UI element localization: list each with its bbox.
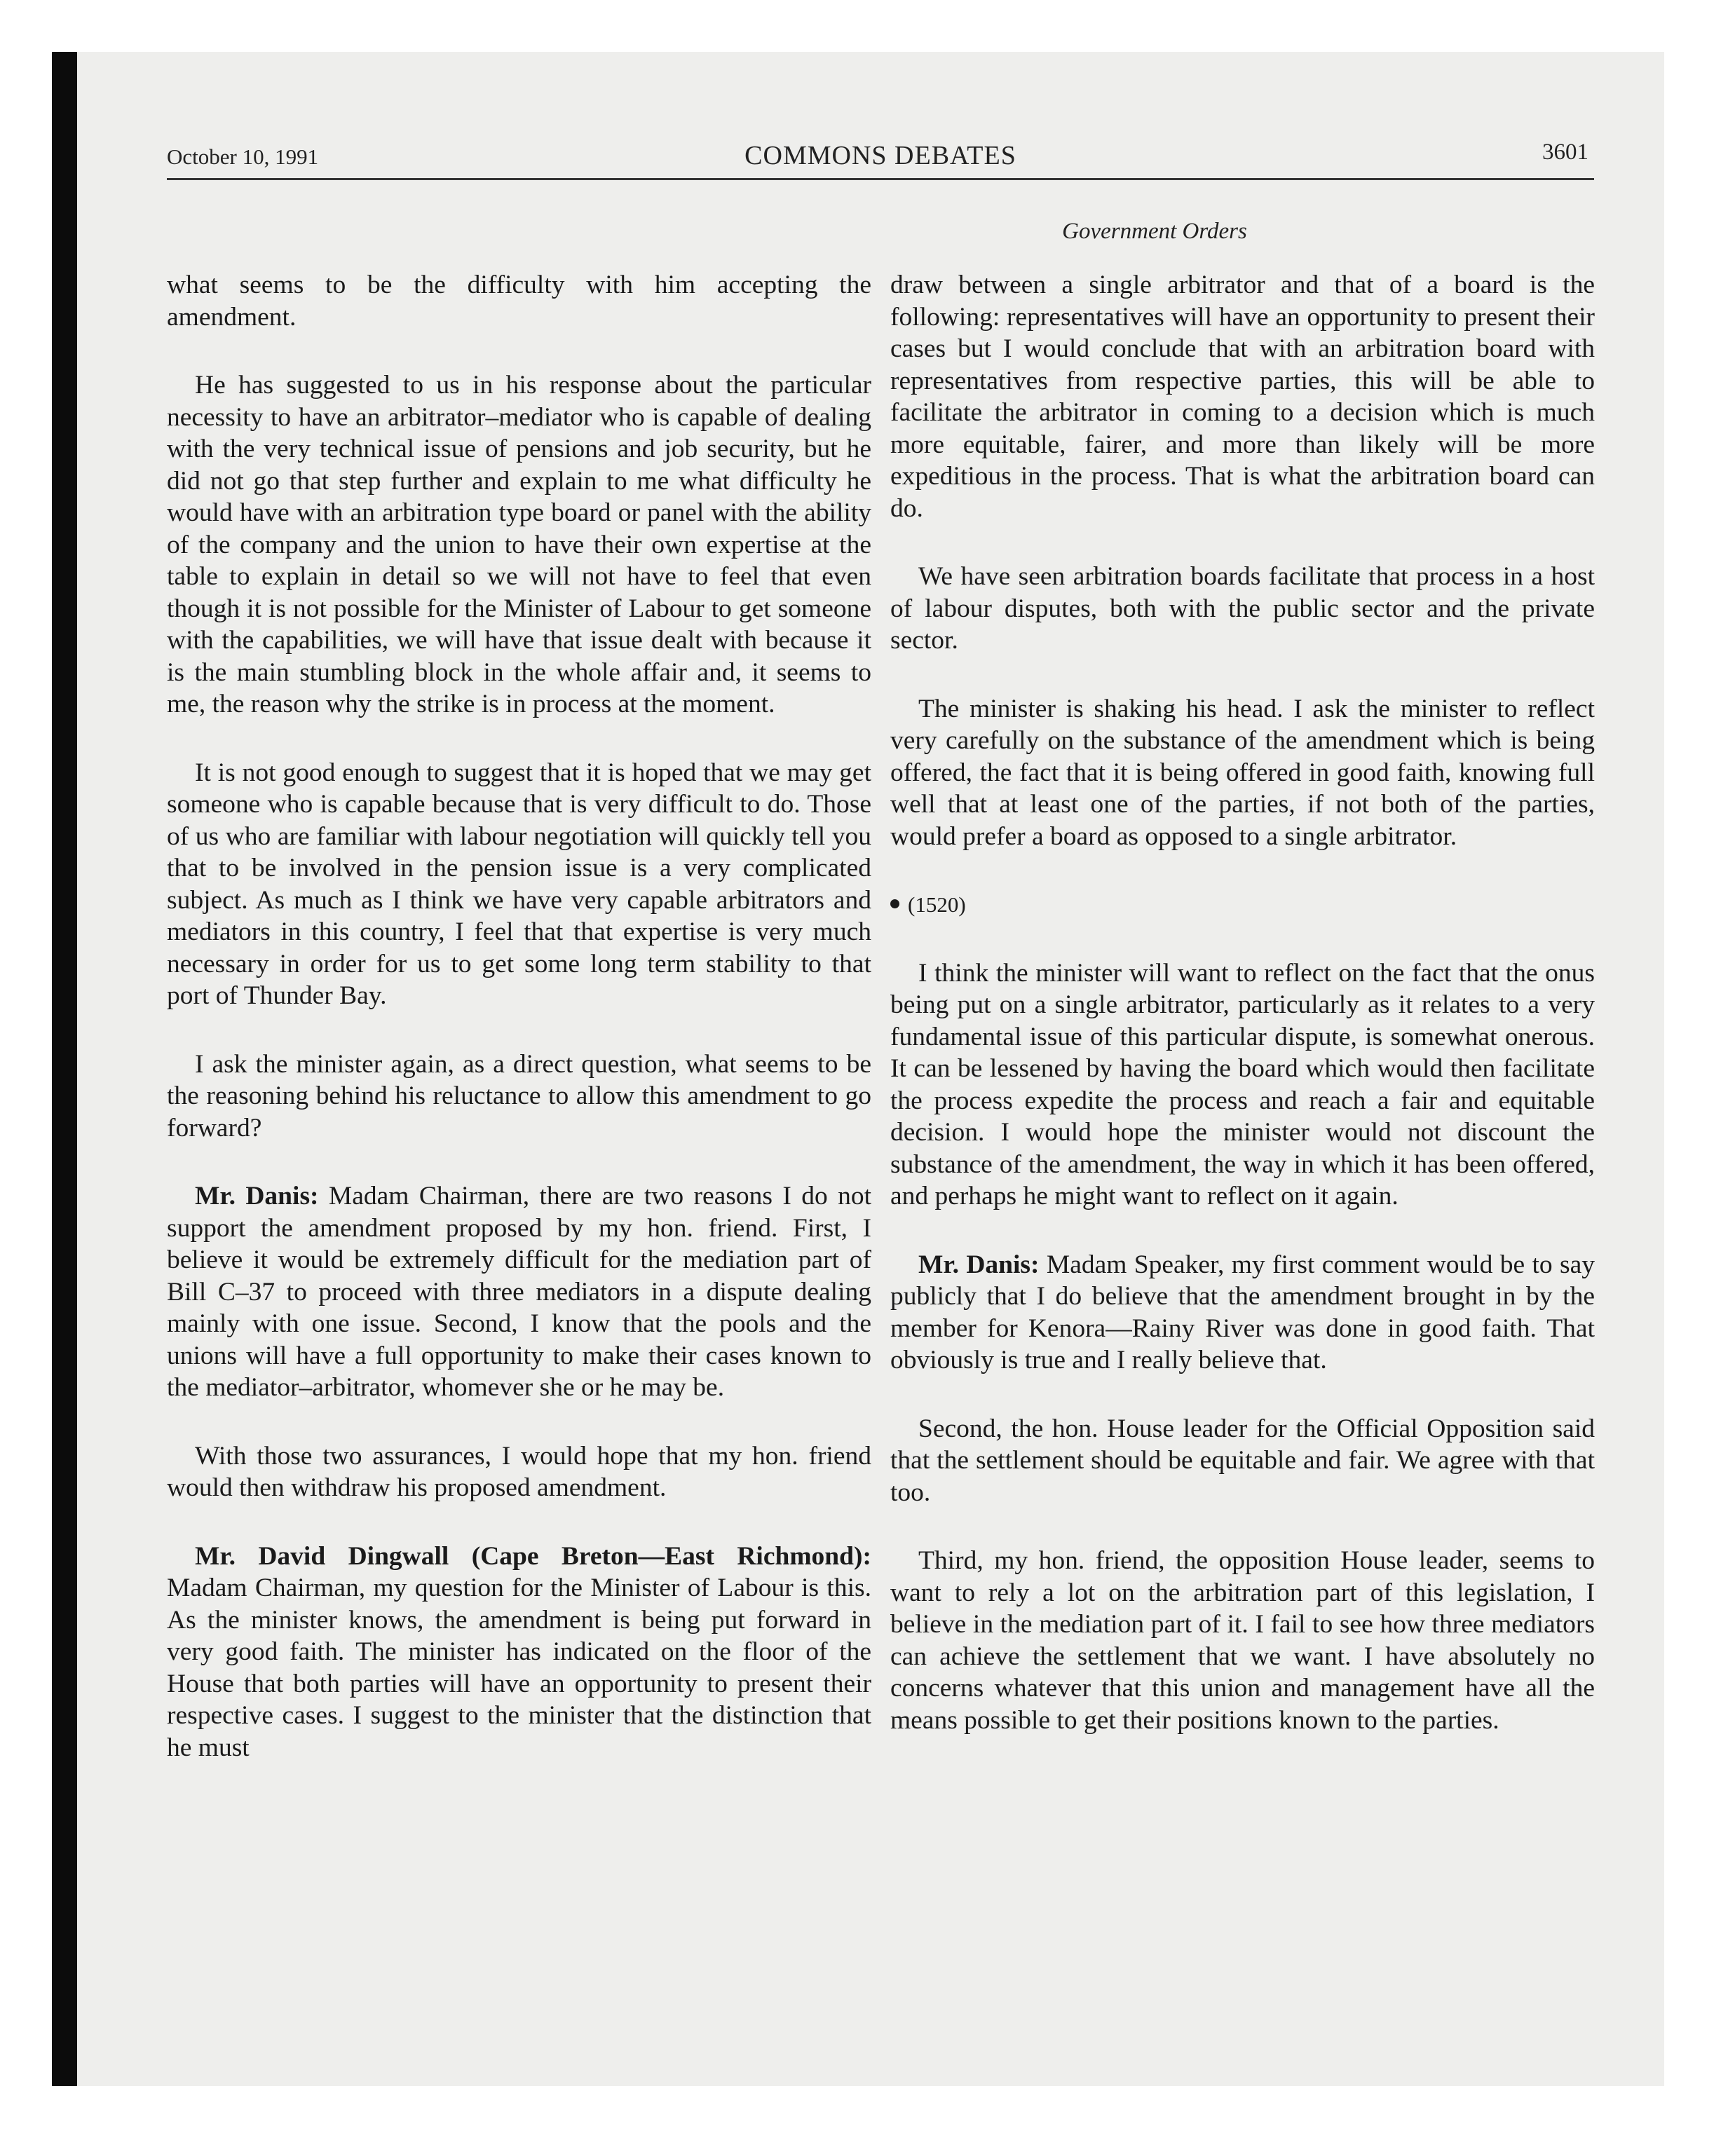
paragraph-text: Third, my hon. friend, the opposition House leader, seems to want to rely a lot on the arbitration part of this legislation, I believe in the mediation part of it. I fail to see how three mediators can achieve the settlement that we want. I have absolutely no concerns whatever that this union and management have all the means possible to get their positions known to the parties. [890,1546,1595,1735]
paragraph-text: I think the minister will want to reflect on the fact that the onus being put on a single arbitrator, particularly as it relates to a very fundamental issue of this particular dispute, is somewhat onerous. It can be lessened by having the board which would then facilitate the process expedite the process and reach a fair and equitable decision. I would hope the minister would not discount the substance of the amendment, the way in which it has been offered, and perhaps he might want to reflect on it again. [890,958,1595,1210]
running-header [167,137,1594,172]
paragraph-text: He has suggested to us in his response about the particular necessity to have an arbitrator–mediator who is capable of dealing with the very technical issue of pensions and job security, but he did not go that step further and explain to me what difficulty he would have with an arbitration type board or panel with the ability of the company and the union to have their own expertise at the table to explain in detail so we will not have to feel that even though it is not possible for the Minister of Labour to get someone with the capabilities, we will have that issue dealt with because it is the main stumbling block in the whole affair and, it seems to me, the reason why the strike is in process at the moment. [167,371,871,718]
paragraph [167,1180,871,1404]
paragraph-text: Madam Speaker, my first comment would be to say publicly that I do believe that the amendment brought in by the member for Kenora—Rainy River was done in good faith. That obviously is true and I really believe that. [890,1250,1595,1374]
paragraph [167,1049,871,1145]
paragraph-text: Second, the hon. House leader for the Official Opposition said that the settlement should be equitable and fair. We agree with that too. [890,1414,1595,1507]
paragraph [890,1413,1595,1509]
paragraph-text: I ask the minister again, as a direct question, what seems to be the reasoning behind his reluctance to allow this amendment to go forward? [167,1049,871,1142]
paragraph [167,1440,871,1504]
document-page [52,52,1664,2086]
paragraph [890,269,1595,524]
paragraph [167,269,871,333]
paragraph-text: Madam Chairman, there are two reasons I do not support the amendment proposed by my hon. friend. First, I believe it would be extremely difficult for the mediation part of Bill C–37 to proceed with three mediators in a dispute dealing mainly with one issue. Second, I know that the pools and the unions will have a full opportunity to make their cases known to the mediator–arbitrator, whomever she or he may be. [167,1182,871,1402]
section-label: Government Orders [1062,219,1247,244]
paragraph [890,561,1595,657]
scan-edge-shadow [52,52,77,2086]
paragraph [890,1545,1595,1736]
paragraph [890,693,1595,853]
paragraph [167,369,871,721]
page-number: 3601 [1542,139,1588,165]
paragraph [890,957,1595,1213]
paragraph-text: draw between a single arbitrator and that of a board is the following: representatives will have an opportunity to present their cases but I would conclude that with an arbitration board with representatives from respective parties, this will be able to facilitate the arbitrator in coming to a decision which is much more equitable, fairer, and more than likely will be more expeditious in the process. That is what the arbitration board can do. [890,271,1595,523]
speaker-name: Mr. Danis: [918,1250,1040,1279]
time-marker-text: (1520) [908,892,966,917]
paragraph-text: The minister is shaking his head. I ask the minister to reflect very carefully on the substance of the amendment which is being offered, the fact that it is being offered in good faith, knowing full well that at least one of the parties, if not both of the parties, would prefer a board as opposed to a single arbitrator. [890,694,1595,851]
paragraph-text: We have seen arbitration boards facilitate that process in a host of labour disputes, both with the public sector and the private sector. [890,562,1595,655]
speaker-name: Mr. David Dingwall (Cape Breton—East Richmond): [195,1541,871,1571]
header-date: October 10, 1991 [167,144,319,169]
left-column [167,269,871,1800]
right-column [890,269,1595,1773]
paragraph-text: what seems to be the difficulty with him accepting the amendment. [167,271,871,332]
paragraph [890,1249,1595,1377]
bullet-icon [890,899,899,908]
time-marker [890,889,1595,921]
paragraph-text: With those two assurances, I would hope that my hon. friend would then withdraw his proposed amendment. [167,1441,871,1502]
speaker-name: Mr. Danis: [195,1182,319,1210]
publication-title: COMMONS DEBATES [744,141,1016,170]
paragraph [167,757,871,1012]
paragraph-text: It is not good enough to suggest that it is hoped that we may get someone who is capable because that is very difficult to do. Those of us who are familiar with labour negotiation will quickly tell you that to be involved in the pension issue is a very complicated subject. As much as I think we have very capable arbitrators and mediators in this country, I feel that that expertise is very much necessary in order for us to get some long term stability to that port of Thunder Bay. [167,758,871,1010]
paragraph-text: Madam Chairman, my question for the Minister of Labour is this. As the minister knows, the amendment is being put forward in very good faith. The minister has indicated on the floor of the House that both parties will have an opportunity to present their respective cases. I suggest to the minister that the distinction that he must [167,1574,871,1762]
header-rule [167,178,1594,180]
paragraph [167,1541,871,1764]
